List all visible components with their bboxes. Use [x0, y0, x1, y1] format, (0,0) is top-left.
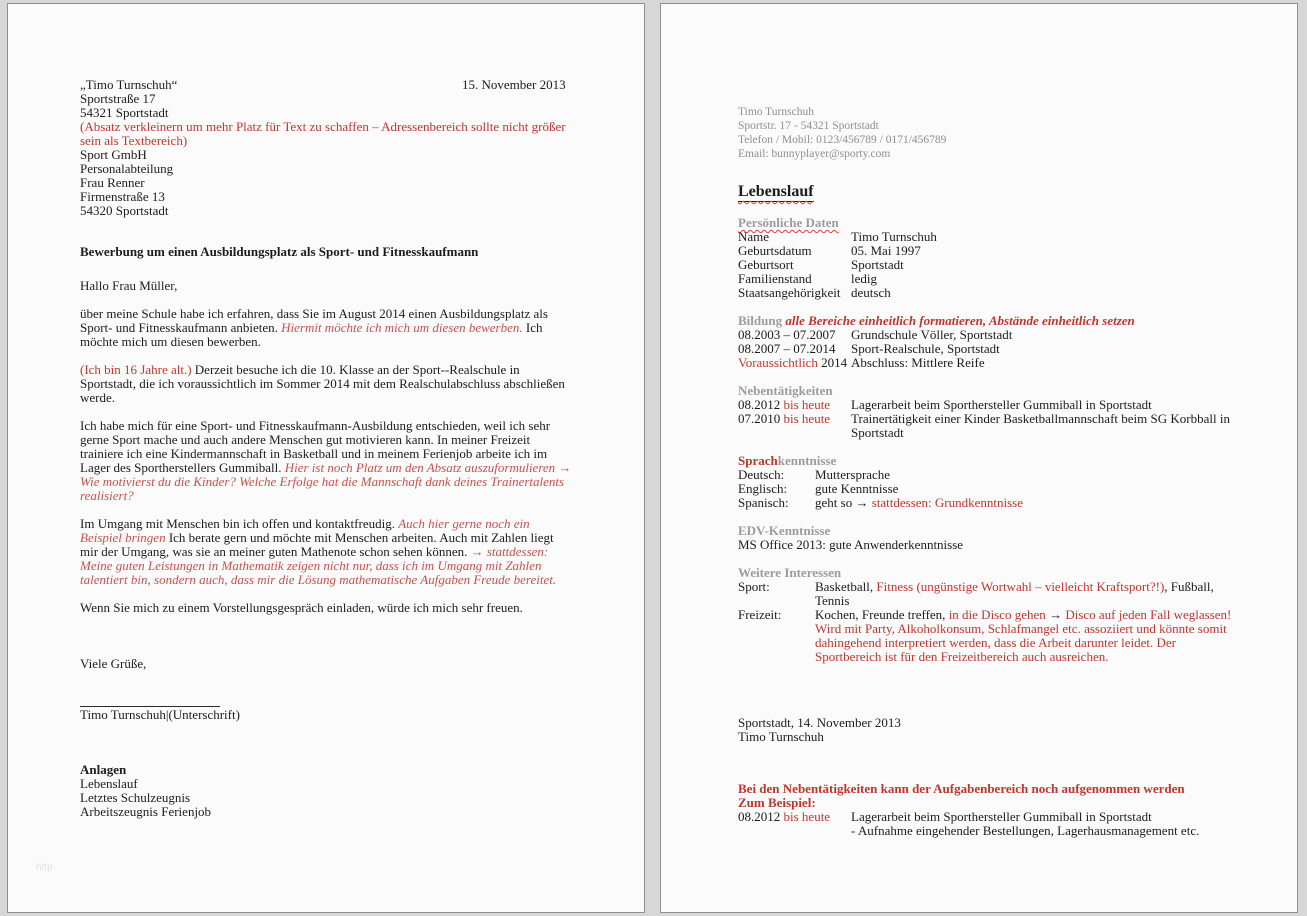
cv-section-personal — [738, 216, 1235, 300]
text-segment: EDV-Kenntnisse — [738, 523, 831, 538]
cv-rows-it — [738, 538, 1235, 552]
cv-row-value — [851, 258, 1235, 272]
cv-row-value — [815, 482, 1235, 496]
cv-row — [738, 244, 1235, 258]
text-segment: Abschluss: Mittlere Reife — [851, 355, 985, 370]
text-line: 54321 Sportstadt — [80, 105, 169, 120]
text-segment: über meine Schule habe ich erfahren, dass Sie im August 2014 einen Ausbildungsplatz als Sport- und Fitnesskaufmann anbieten. — [80, 306, 548, 335]
text-line: Sportstraße 17 — [80, 91, 156, 106]
cv-row — [738, 230, 1235, 244]
cv-rows-interests — [738, 580, 1235, 664]
text-line: 54320 Sportstadt — [80, 203, 169, 218]
text-segment: in die Disco gehen — [948, 607, 1050, 622]
text-segment: Name — [738, 229, 770, 244]
signature-name: Timo Turnschuh|(Unterschrift) — [80, 707, 240, 722]
text-segment: Nebentätigkeiten — [738, 383, 833, 398]
text-segment: Englisch: — [738, 481, 788, 496]
text-segment: Persönliche Daten — [738, 215, 839, 230]
section-heading-interests — [738, 566, 1235, 580]
reviewer-note-line2: Zum Beispiel: — [738, 795, 816, 810]
text-line: Frau Renner — [80, 175, 145, 190]
text-segment: Timo Turnschuh — [851, 229, 937, 244]
cv-row — [738, 328, 1235, 342]
cv-row — [738, 482, 1235, 496]
text-segment: Ich habe mich für eine Sport- und Fitnesskaufmann-Ausbildung entschieden, weil ich sehr gerne Sport mache und auch andere Menschen gut motivieren kann. In meiner Freizeit trainiere ich eine Kindermannschaft in Basketball und in meinem Ferienjob arbeite ich im Lager des Sportherstellers Gummiball. — [80, 418, 551, 475]
cv-row-label — [738, 342, 851, 356]
text-line: Letztes Schulzeugnis — [80, 790, 191, 805]
text-segment: Im Umgang mit Menschen bin ich offen und kontaktfreudig. — [80, 516, 399, 531]
cv-row-label — [738, 356, 851, 370]
watermark: http — [36, 862, 53, 873]
cv-row — [738, 810, 1235, 824]
cv-row-value — [851, 272, 1235, 286]
letter-paragraph — [80, 307, 572, 349]
text-segment: stattdessen: Grundkenntnisse — [871, 495, 1023, 510]
cv-section-interests — [738, 566, 1235, 664]
text-segment: Sport-Realschule, Sportstadt — [851, 341, 1000, 356]
cv-section-it — [738, 524, 1235, 552]
text-segment: Ich berate gern und möchte mit Menschen arbeiten. Auch mit Zahlen liegt mir der Umgang, was sie an meiner guten Mathenote schon sehen können. — [80, 530, 554, 559]
text-segment: 08.2007 – 07.2014 — [738, 341, 836, 356]
cv-row — [738, 468, 1235, 482]
text-segment: 05. Mai 1997 — [851, 243, 921, 258]
text-segment: 08.2012 — [738, 397, 784, 412]
cv-row-value — [851, 824, 1235, 838]
cv-row-label — [738, 824, 851, 838]
cv-row — [738, 824, 1235, 838]
text-line: Personalabteilung — [80, 161, 174, 176]
text-line: Sport GmbH — [80, 147, 147, 162]
text-segment: Trainertätigkeit einer Kinder Basketballmannschaft beim SG Korbball in Sportstadt — [851, 411, 1230, 440]
cv-row-value — [851, 810, 1235, 824]
cv-row-label — [738, 286, 851, 300]
enclosures-list — [80, 777, 572, 819]
cv-row — [738, 286, 1235, 300]
section-heading-education — [738, 314, 1235, 328]
text-segment: geht so → — [815, 495, 872, 510]
recipient-address — [80, 148, 572, 218]
cv-section-education — [738, 314, 1235, 370]
text-segment: Auch hier gerne noch ein Beispiel bringen — [80, 516, 530, 545]
text-segment: Derzeit besuche ich die 10. Klasse an der Sport--Realschule in Sportstadt, die ich voraussichtlich im Sommer 2014 mit dem Realschulabschluss abschließen werde. — [80, 362, 565, 405]
cv-row — [738, 258, 1235, 272]
cv-row-value — [815, 608, 1235, 664]
cv-row-value — [851, 398, 1235, 412]
cv-row — [738, 412, 1235, 440]
letter-paragraph — [80, 601, 572, 615]
cv-row-label — [738, 810, 851, 824]
subject-line: Bewerbung um einen Ausbildungsplatz als Sport- und Fitnesskaufmann — [80, 244, 479, 259]
text-segment: Spanisch: — [738, 495, 789, 510]
cv-contact-block — [738, 106, 1235, 162]
letter-paragraph — [80, 363, 572, 405]
reviewer-note-line1: Bei den Nebentätigkeiten kann der Aufgabenbereich noch aufgenommen werden — [738, 781, 1185, 796]
text-segment: Bildung — [738, 313, 786, 328]
cv-signer: Timo Turnschuh — [738, 729, 824, 744]
text-segment: Hier ist noch Platz um den Absatz auszuformulieren → Wie motivierst du die Kinder? Welche Erfolge hat die Mannschaft dank deines Trainertalents realisiert? — [80, 460, 572, 503]
cv-place-date: Sportstadt, 14. November 2013 — [738, 715, 901, 730]
cv-row — [738, 538, 1235, 552]
cv-row — [738, 608, 1235, 664]
text-line: „Timo Turnschuh“ — [80, 77, 178, 92]
cv-row-value — [815, 580, 1235, 608]
cv-row-label — [738, 244, 851, 258]
cv-section-languages — [738, 454, 1235, 510]
text-line: Email: bunnyplayer@sporty.com — [738, 148, 891, 160]
text-line: Arbeitszeugnis Ferienjob — [80, 804, 212, 819]
text-segment: ledig — [851, 271, 877, 286]
text-segment: kenntnisse — [777, 453, 837, 468]
text-segment: (Ich bin 16 Jahre alt.) — [80, 362, 192, 377]
text-segment: bis heute — [783, 397, 831, 412]
text-segment: 08.2003 – 07.2007 — [738, 327, 836, 342]
text-segment: , Fußball, Tennis — [815, 579, 1214, 608]
cv-row-value — [815, 468, 1235, 482]
text-segment: Freizeit: — [738, 607, 782, 622]
cv-row-label — [738, 496, 815, 510]
cv-row-label — [738, 608, 815, 664]
section-heading-languages — [738, 454, 1235, 468]
section-heading-personal — [738, 215, 839, 230]
text-segment: - Aufnahme eingehender Bestellungen, Lagerhausmanagement etc. — [851, 823, 1200, 838]
cv-row — [738, 398, 1235, 412]
text-segment: MS Office 2013: gute Anwenderkenntnisse — [738, 537, 964, 552]
cv-row-label — [738, 230, 851, 244]
text-segment: Lagerarbeit beim Sporthersteller Gummiball in Sportstadt — [851, 397, 1152, 412]
text-segment: Staatsangehörigkeit — [738, 285, 841, 300]
letter-header — [80, 78, 572, 218]
salutation: Hallo Frau Müller, — [80, 278, 178, 293]
section-heading-it — [738, 524, 1235, 538]
text-segment: Ich möchte mich um diesen bewerben. — [80, 320, 543, 349]
text-segment: Lagerarbeit beim Sporthersteller Gummiball in Sportstadt — [851, 809, 1152, 824]
text-segment: Muttersprache — [815, 467, 891, 482]
reviewer-note — [738, 782, 1235, 810]
cv-row — [738, 356, 1235, 370]
cv-row-value — [815, 496, 1235, 510]
cv-row — [738, 272, 1235, 286]
text-segment: Fitness (ungünstige Wortwahl – vielleicht Kraftsport?!) — [876, 579, 1165, 594]
text-segment: bis heute — [783, 411, 831, 426]
cv-row-label — [738, 412, 851, 440]
text-line: Sportstr. 17 - 54321 Sportstadt — [738, 120, 879, 132]
text-segment: Sportstadt — [851, 257, 904, 272]
reviewer-annotation-address: (Absatz verkleinern um mehr Platz für Text zu schaffen – Adressenbereich sollte nicht größer sein als Textbereich) — [80, 119, 566, 148]
text-line: Timo Turnschuh — [738, 106, 814, 118]
text-segment: alle Bereiche einheitlich formatieren, Abstände einheitlich setzen — [785, 313, 1135, 328]
cv-page[interactable] — [660, 3, 1298, 913]
reviewer-note-example-rows — [738, 810, 1235, 838]
cv-row-label — [738, 398, 851, 412]
text-segment: Voraussichtlich — [738, 355, 822, 370]
cv-row-label — [738, 272, 851, 286]
cv-row-value — [851, 412, 1235, 440]
cv-row-label — [738, 258, 851, 272]
cv-row — [738, 580, 1235, 608]
text-segment: Hiermit möchte ich mich um diesen bewerben. — [281, 320, 523, 335]
cv-row — [738, 496, 1235, 510]
letter-page[interactable] — [7, 3, 645, 913]
text-segment: Disco auf jeden Fall weglassen! Wird mit Party, Alkoholkonsum, Schlafmangel etc. assoziiert und könnte somit dahingehend interpretiert werden, dass die Arbeit darunter leidet. Der Sportbereich ist für den Freizeitbereich auch ausreichen. — [815, 607, 1232, 664]
closing-phrase: Viele Grüße, — [80, 656, 147, 671]
text-line: Lebenslauf — [80, 776, 138, 791]
section-heading-sidejobs — [738, 384, 1235, 398]
text-segment: deutsch — [851, 285, 891, 300]
text-segment: → — [1049, 607, 1063, 622]
letter-paragraph — [80, 419, 572, 503]
cv-section-sidejobs — [738, 384, 1235, 440]
text-line: Firmenstraße 13 — [80, 189, 165, 204]
cv-row-value — [851, 230, 1235, 244]
text-segment: Weitere Interessen — [738, 565, 842, 580]
cv-rows-personal — [738, 230, 1235, 300]
text-segment: gute Kenntnisse — [815, 481, 899, 496]
text-segment: Deutsch: — [738, 467, 785, 482]
cv-row-label — [738, 580, 815, 608]
cv-row-value — [851, 286, 1235, 300]
text-segment: bis heute — [783, 809, 831, 824]
text-segment: Sprach — [738, 453, 778, 468]
text-segment: Wenn Sie mich zu einem Vorstellungsgespräch einladen, würde ich mich sehr freuen. — [80, 600, 523, 615]
cv-row-value — [851, 356, 1235, 370]
text-segment: Grundschule Völler, Sportstadt — [851, 327, 1013, 342]
cv-content — [738, 106, 1235, 838]
text-line: Telefon / Mobil: 0123/456789 / 0171/456789 — [738, 134, 947, 146]
text-segment: Geburtsdatum — [738, 243, 812, 258]
cv-row — [738, 342, 1235, 356]
text-segment: Basketball, — [815, 579, 877, 594]
cv-row-value — [851, 328, 1235, 342]
letter-paragraph — [80, 517, 572, 587]
text-segment: 2014 — [821, 355, 848, 370]
cv-title: Lebenslauf — [738, 183, 814, 200]
cv-row-value — [851, 342, 1235, 356]
cv-rows-education — [738, 328, 1235, 370]
signature-rule — [80, 684, 220, 707]
text-segment: 08.2012 — [738, 809, 784, 824]
enclosures-block — [80, 763, 572, 819]
text-segment: Geburtsort — [738, 257, 794, 272]
text-segment: Familienstand — [738, 271, 812, 286]
letter-content — [80, 78, 572, 819]
cv-row-label — [738, 468, 815, 482]
cv-signature-block — [738, 716, 1235, 744]
text-segment: Kochen, Freunde treffen, — [815, 607, 949, 622]
cv-rows-sidejobs — [738, 398, 1235, 440]
letter-date: 15. November 2013 — [462, 77, 566, 92]
cv-row-label — [738, 482, 815, 496]
text-segment: Sport: — [738, 579, 770, 594]
cv-row-label — [738, 328, 851, 342]
cv-row-value — [851, 244, 1235, 258]
cv-rows-languages — [738, 468, 1235, 510]
enclosures-heading: Anlagen — [80, 762, 127, 777]
text-segment: 07.2010 — [738, 411, 784, 426]
text-segment: → stattdessen: Meine guten Leistungen in Mathematik zeigen nicht nur, dass ich im Umgang mit Zahlen talentiert bin, sondern auch, dass mir die Lösung mathematische Aufgaben Freude bereitet. — [80, 544, 557, 587]
